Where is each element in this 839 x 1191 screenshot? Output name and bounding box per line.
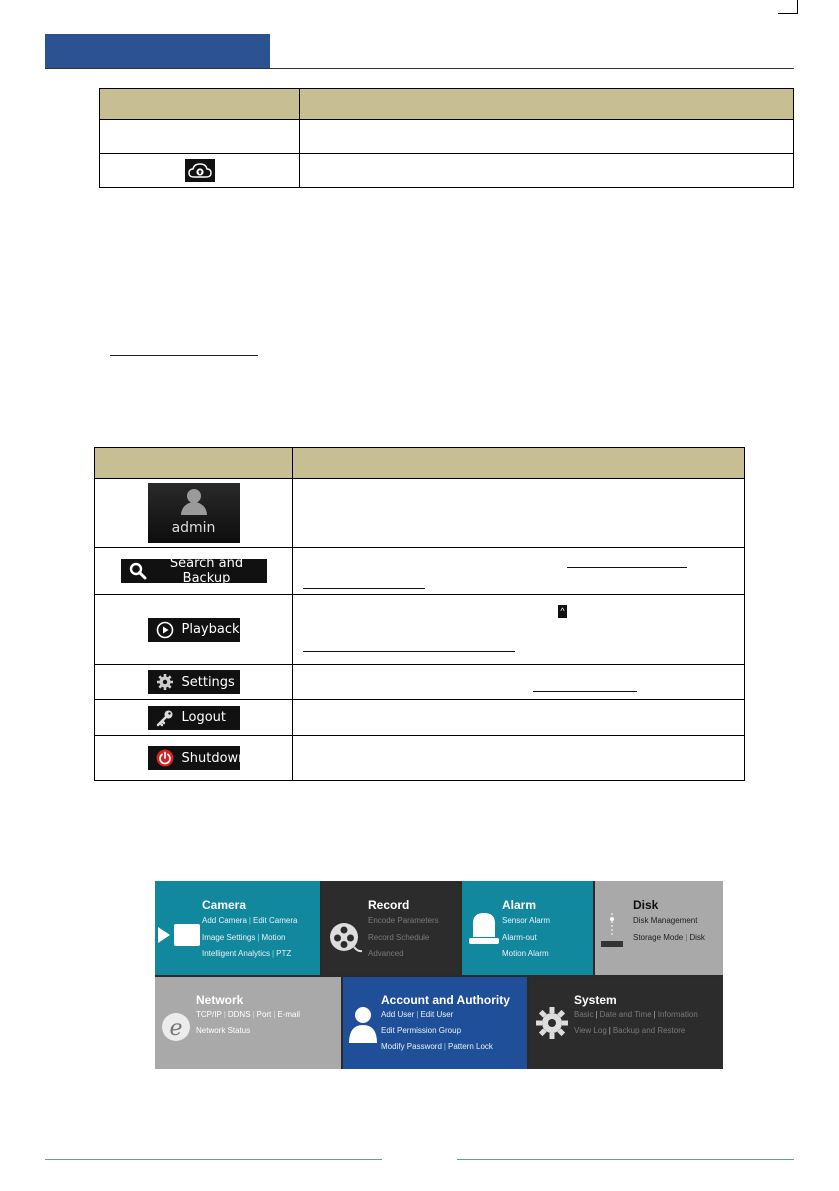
network-title: Network: [196, 993, 244, 1007]
account-title: Account and Authority: [381, 993, 510, 1007]
disk-management-link[interactable]: Disk Management: [633, 916, 698, 925]
cloud-upload-icon: [185, 159, 215, 182]
add-camera-link[interactable]: Add Camera: [202, 916, 247, 925]
basic-link[interactable]: Basic: [574, 1010, 594, 1019]
record-schedule-link[interactable]: Record Schedule: [368, 933, 430, 942]
page-corner-mark: [778, 0, 798, 14]
power-icon: [156, 749, 174, 767]
intelligent-analytics-link[interactable]: Intelligent Analytics: [202, 949, 271, 958]
main-menu-screenshot: [155, 881, 723, 1069]
menu-tile-record[interactable]: [322, 881, 460, 975]
footer-rule-right: [457, 1159, 794, 1160]
image-settings-link[interactable]: Image Settings: [202, 933, 256, 942]
menu-icon-table: [94, 447, 745, 781]
edit-camera-link[interactable]: Edit Camera: [253, 916, 298, 925]
ptz-link[interactable]: PTZ: [276, 949, 292, 958]
modify-password-link[interactable]: Modify Password: [381, 1042, 442, 1051]
admin-label: admin: [171, 520, 216, 536]
menu-tile-camera[interactable]: Camera Add Camera | Edit Camera Image Settings | Motion Intelligent Analytics | PTZ: [155, 881, 320, 975]
storage-mode-link[interactable]: Storage Mode: [633, 933, 684, 942]
film-reel-icon: [328, 921, 362, 955]
table-row: [95, 736, 745, 781]
table-header-cell: [100, 89, 300, 120]
search-icon: [129, 562, 147, 580]
email-link[interactable]: E-mail: [277, 1010, 301, 1019]
search-and-backup-label: Search and Backup: [169, 556, 244, 586]
key-icon: [156, 709, 174, 727]
motion-alarm-link[interactable]: Motion Alarm: [502, 949, 549, 958]
edit-permission-group-link[interactable]: Edit Permission Group: [381, 1026, 462, 1035]
sensor-alarm-link[interactable]: Sensor Alarm: [502, 916, 551, 925]
header-rule: [45, 68, 794, 69]
tcpip-link[interactable]: TCP/IP: [196, 1010, 222, 1019]
network-globe-icon: [159, 1009, 193, 1045]
play-circle-icon: [156, 621, 174, 639]
encode-parameters-link[interactable]: Encode Parameters: [368, 916, 439, 925]
view-log-link[interactable]: View Log: [574, 1026, 607, 1035]
caret-up-icon: ^: [558, 605, 567, 618]
menu-tile-system[interactable]: System Basic | Date and Time | Information View Log | Backup and Restore: [529, 977, 723, 1069]
gear-icon: [535, 1006, 569, 1040]
disk-title: Disk: [633, 898, 659, 912]
user-avatar-icon: [187, 489, 201, 503]
backup-and-restore-link[interactable]: Backup and Restore: [612, 1026, 686, 1035]
menu-tile-account[interactable]: Account and Authority Add User | Edit User Edit Permission Group Modify Password | Pattern Lock: [343, 977, 527, 1069]
menu-tile-alarm[interactable]: [462, 881, 593, 975]
port-link[interactable]: Port: [256, 1010, 272, 1019]
svg-text:e: e: [169, 1016, 183, 1041]
icon-table-1: [99, 88, 794, 188]
ddns-link[interactable]: DDNS: [227, 1010, 251, 1019]
pattern-lock-link[interactable]: Pattern Lock: [448, 1042, 493, 1051]
section-link-underline[interactable]: [110, 355, 258, 356]
advanced-link[interactable]: Advanced: [368, 949, 404, 958]
playback-label: Playback: [181, 622, 240, 637]
date-and-time-link[interactable]: Date and Time: [599, 1010, 652, 1019]
information-link[interactable]: Information: [657, 1010, 698, 1019]
table-row: [95, 548, 745, 595]
settings-button[interactable]: [148, 670, 240, 694]
alarm-title: Alarm: [502, 898, 537, 912]
table-header-cell: [300, 89, 794, 120]
logout-label: Logout: [181, 710, 227, 725]
menu-tile-disk[interactable]: Disk Disk Management Storage Mode | Disk: [595, 881, 723, 975]
record-title: Record: [368, 898, 410, 912]
camera-icon: [158, 923, 200, 947]
table-header-cell: [293, 448, 745, 479]
table-row: [95, 479, 745, 548]
menu-tile-network[interactable]: e Network TCP/IP | DDNS | Port | E-mail Network Status: [155, 977, 341, 1069]
edit-user-link[interactable]: Edit User: [420, 1010, 454, 1019]
add-user-link[interactable]: Add User: [381, 1010, 415, 1019]
admin-user-button[interactable]: [148, 483, 240, 543]
footer-rule-left: [45, 1159, 382, 1160]
header-tab: [45, 34, 270, 68]
search-and-backup-button[interactable]: [121, 556, 267, 586]
playback-button[interactable]: [148, 618, 240, 642]
table-row: [100, 154, 794, 188]
alarm-out-link[interactable]: Alarm-out: [502, 933, 537, 942]
settings-label: Settings: [181, 674, 235, 690]
alarm-bell-icon: [468, 911, 500, 947]
table-row: [100, 120, 794, 154]
logout-button[interactable]: [148, 706, 240, 730]
table-row: [95, 665, 745, 700]
disk-link[interactable]: Disk: [689, 933, 705, 942]
disk-icon: [599, 911, 625, 949]
system-title: System: [574, 993, 617, 1007]
network-status-link[interactable]: Network Status: [196, 1026, 251, 1035]
gear-icon: [156, 673, 174, 691]
user-icon: [348, 1005, 378, 1043]
shutdown-button[interactable]: [148, 746, 247, 770]
table-row: [95, 700, 745, 736]
camera-title: Camera: [202, 898, 247, 912]
shutdown-label: Shutdown: [181, 750, 247, 766]
motion-link[interactable]: Motion: [261, 933, 286, 942]
table-row: [95, 595, 745, 665]
table-header-cell: [95, 448, 293, 479]
